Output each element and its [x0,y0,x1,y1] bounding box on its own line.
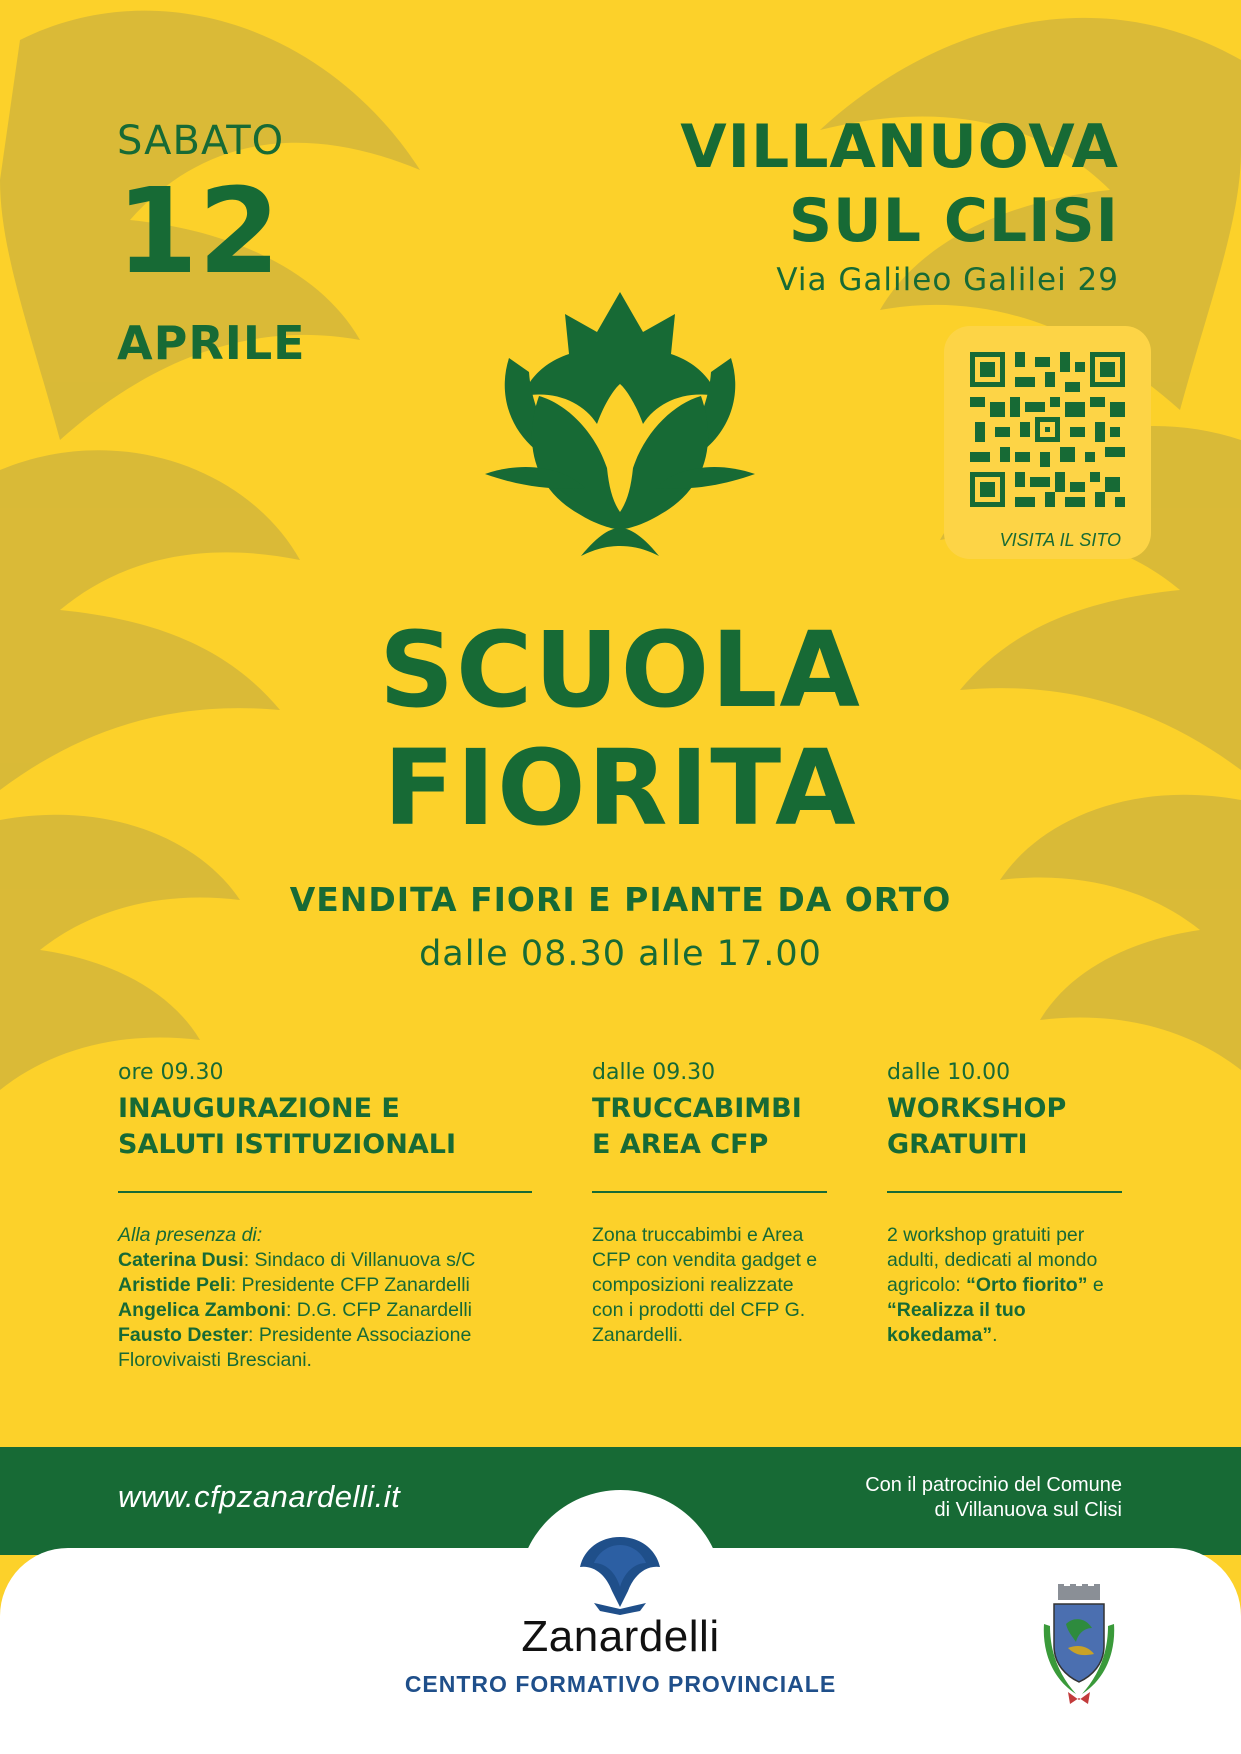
column-heading-line-2: SALUTI ISTITUZIONALI [118,1129,456,1160]
town-line-2: SUL CLISI [788,186,1119,256]
event-hours: dalle 08.30 alle 17.00 [419,934,822,974]
zanardelli-logo-icon [574,1535,666,1615]
column-heading-line-2: GRATUITI [887,1129,1028,1160]
guest-role: : Presidente CFP Zanardelli [230,1274,470,1296]
program-column-face-painting [592,1060,827,1348]
workshop-text: 2 workshop gratuiti per adulti, dedicati al mondo agricolo: [887,1224,1098,1296]
workshop-name: “Realizza il tuo kokedama” [887,1299,1026,1346]
guest-row [118,1298,532,1323]
event-day-name: SABATO [117,118,285,164]
column-time: dalle 10.00 [887,1060,1011,1085]
guest-name: Fausto Dester [118,1324,249,1346]
town-line-1: VILLANUOVA [680,112,1119,182]
event-town [680,110,1119,258]
qr-caption: VISITA IL SITO [999,530,1121,550]
guest-role: : D.G. CFP Zanardelli [285,1299,472,1321]
guest-name: Angelica Zamboni [118,1299,286,1321]
workshop-text: e [1087,1274,1104,1296]
guests-intro: Alla presenza di: [118,1224,263,1246]
column-heading-line-2: E AREA CFP [592,1129,769,1160]
event-day-number: 12 [116,162,281,300]
qr-code-icon[interactable] [970,352,1125,507]
event-month: APRILE [117,316,306,370]
column-heading [118,1091,532,1163]
guest-name: Aristide Peli [118,1274,231,1296]
guest-row [118,1323,532,1373]
patronage-line-2: di Villanuova sul Clisi [934,1499,1122,1521]
column-body: Zona truccabimbi e Area CFP con vendita gadget e composizioni realizzate con i prodotti del CFP G. Zanardelli. [592,1224,818,1346]
column-heading [592,1091,827,1163]
column-time: ore 09.30 [118,1060,224,1085]
column-heading [887,1091,1122,1163]
program-column-inauguration [118,1060,532,1373]
guest-row [118,1248,532,1273]
organization-subtitle: CENTRO FORMATIVO PROVINCIALE [404,1671,837,1697]
column-divider [592,1191,827,1193]
patronage-line-1: Con il patrocinio del Comune [865,1474,1122,1496]
organization-name: Zanardelli [521,1612,720,1661]
program-column-workshop [887,1060,1122,1348]
column-body [118,1223,532,1373]
website-link[interactable]: www.cfpzanardelli.it [118,1479,401,1514]
column-heading-line-1: TRUCCABIMBI [592,1093,802,1124]
guest-name: Caterina Dusi [118,1249,244,1271]
event-subtitle: VENDITA FIORI E PIANTE DA ORTO [289,880,952,919]
column-divider [887,1191,1122,1193]
column-divider [118,1191,532,1193]
column-body [887,1223,1122,1348]
lotus-logo-icon [485,292,755,582]
event-title-line-1: SCUOLA [379,609,862,731]
workshop-name: “Orto fiorito” [966,1274,1088,1296]
column-time: dalle 09.30 [592,1060,716,1085]
workshop-text: . [992,1324,998,1346]
guest-row [118,1273,532,1298]
column-heading-line-1: WORKSHOP [887,1093,1067,1124]
guest-role: : Sindaco di Villanuova s/C [243,1249,476,1271]
event-address: Via Galileo Galilei 29 [776,262,1119,298]
column-heading-line-1: INAUGURAZIONE E [118,1093,400,1124]
patronage-note [865,1473,1122,1523]
guest-role: : Presidente Associazione Florovivaisti Bresciani. [118,1324,472,1371]
municipal-crest-icon [1038,1584,1120,1706]
event-title-line-2: FIORITA [383,727,858,849]
qr-card[interactable] [944,326,1151,559]
